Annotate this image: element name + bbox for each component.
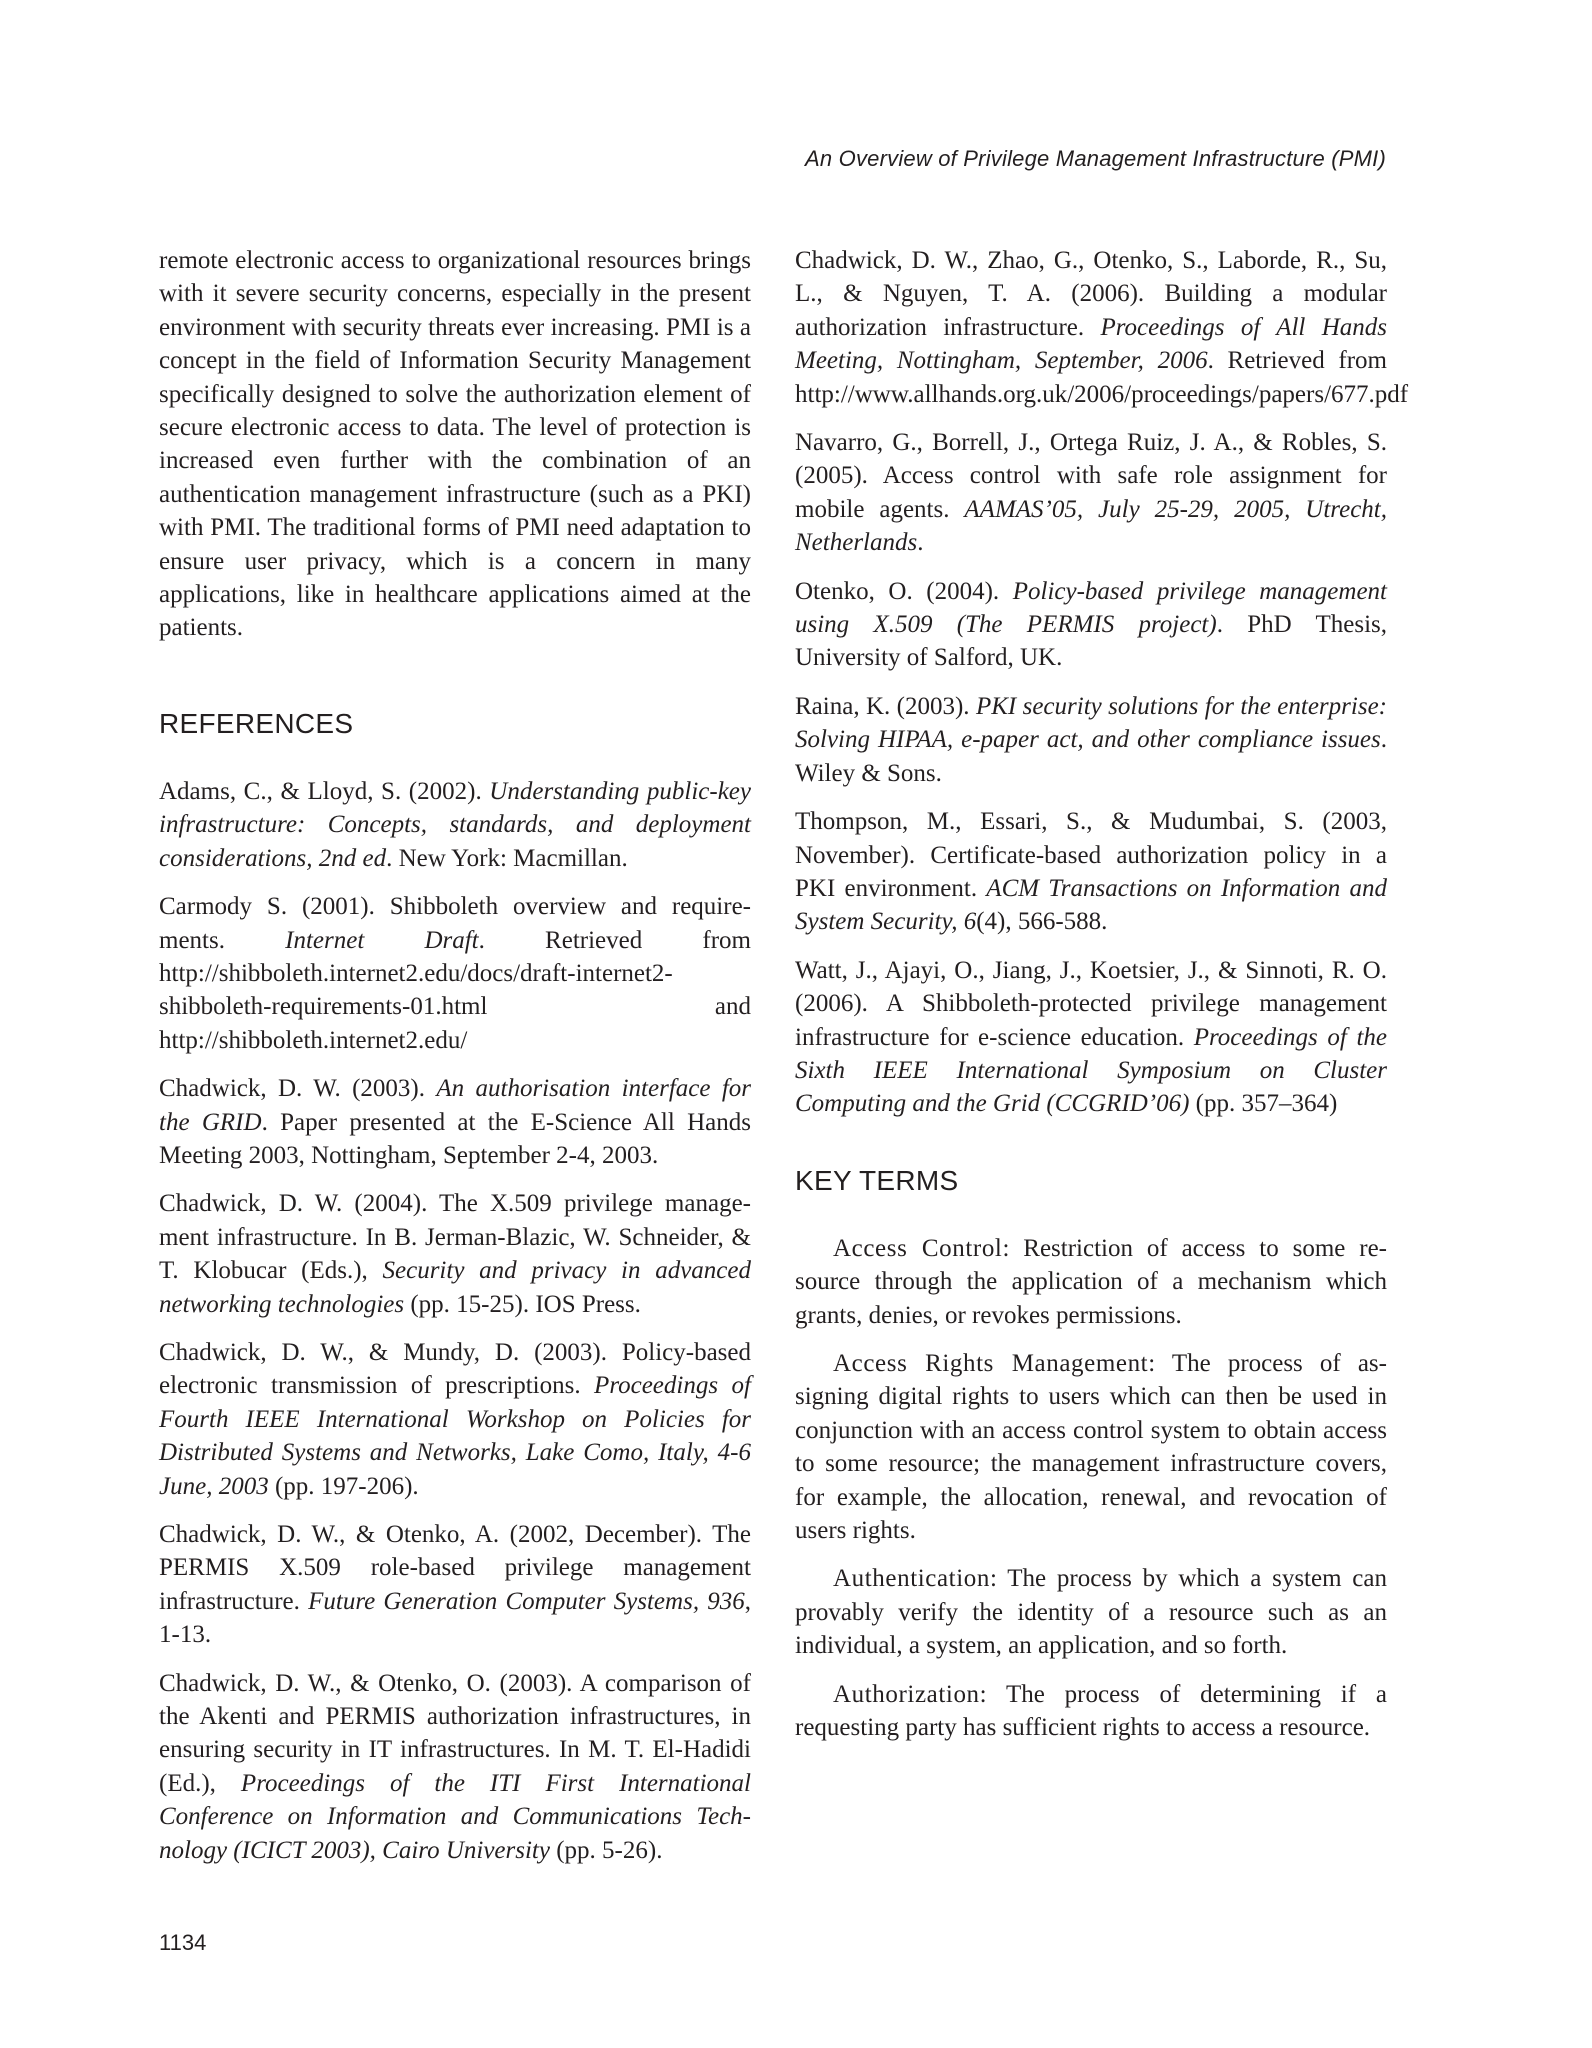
key-term-name: Authorization [833,1680,980,1708]
reference-text: Chadwick, D. W. (2004). The X.509 privilege management infrastructure. In B. Jerman-Blazic, W. Schneider, & T. Klobucar (Eds.), [159,1190,751,1285]
reference-text: Carmody S. (2001). Shibboleth overview and requirements. [159,893,751,954]
key-term-entry [795,1347,1387,1547]
reference-text: Thompson, M., Essari, S., & Mudumbai, S. (2003, November). Certificate-based authorization policy in a PKI environment. [795,808,1387,902]
key-term-definition: : The process by which a system can provably verify the identity of a resource such as an individual, a system, an application, and so forth. [795,1565,1387,1660]
key-term-entry [795,1562,1387,1662]
reference-entry [795,575,1387,675]
reference-title: Future Generation Computer Systems, 936 [308,1587,745,1615]
reference-entry [159,1072,751,1172]
reference-title: Proceedings of the Sixth IEEE International Symposium on Cluster Computing and the Grid (CCGRID’06) [795,1023,1387,1118]
reference-entry [159,1667,751,1867]
reference-title: PKI security solutions for the enterprise: Solving HIPAA, e-paper act, and other compliance issues [795,692,1387,754]
reference-text: Watt, J., Ajayi, O., Jiang, J., Koetsier, J., & Sinnoti, R. O. (2006). A Shibboleth-protected privilege management infrastructure for e-science education. [795,956,1387,1051]
reference-text: (pp. 357–364) [1189,1090,1338,1118]
reference-text: , 1-13. [159,1587,752,1649]
reference-text: (4), 566-588. [976,908,1108,936]
reference-title: Proceedings of All Hands Meeting, Nottingham, September, 2006 [795,313,1387,375]
reference-text: Chadwick, D. W., Zhao, G., Otenko, S., Laborde, R., Su, L., & Nguyen, T. A. (2006). Building a modular authorization infrastructure. [795,247,1387,341]
reference-entry [795,426,1387,560]
reference-title: Internet Draft [285,926,479,954]
reference-entry [159,1518,751,1652]
key-term-entry [795,1232,1387,1332]
references-heading: REFERENCES [159,707,354,739]
reference-entry [795,244,1409,411]
reference-title: Proceedings of the ITI First International Conference on Information and Communications Technology (ICICT 2003), Cairo University [159,1769,752,1864]
intro-paragraph: remote electronic access to organizational resources brings with it severe security concerns, especially in the present environment with security threats ever increasing. PMI is a concept in the field of Information Security Management specifically designed to solve the authorization element of secure electronic access to data. The level of protection is increased even further with the combination of an authentication management infrastructure (such as a PKI) with PMI. The traditional forms of PMI need adaptation to ensure user privacy, which is a concern in many applications, like in healthcare applications aimed at the patients. [159,247,751,642]
reference-text: Chadwick, D. W., & Otenko, A. (2002, December). The PERMIS X.509 role-based privilege management infrastructure. [159,1521,751,1615]
reference-entry [159,1187,751,1321]
reference-title: Understanding public-key infrastructure: Concepts, standards, and deployment considerations, 2nd ed [159,777,751,872]
reference-text: Otenko, O. (2004). [795,577,1013,605]
reference-text: Raina, K. (2003). [795,692,976,720]
reference-title: Policy-based privilege management using X.509 (The PERMIS project) [795,577,1387,639]
reference-text: . [917,529,924,557]
reference-text: Navarro, G., Borrell, J., Ortega Ruiz, J. A., & Robles, S. (2005). Access control with safe role assignment for mobile agents. [795,429,1387,523]
reference-title: ACM Transactions on Information and System Security, 6 [795,874,1388,936]
key-term-definition: : Restriction of access to some resource through the application of a mechanism which grants, denies, or revokes permissions. [795,1234,1387,1329]
reference-text: . New York: Macmillan. [386,844,628,872]
key-term-name: Access Control [833,1234,1003,1262]
reference-text: Chadwick, D. W., & Otenko, O. (2003). A comparison of the Akenti and PERMIS authorization infrastructures, in ensuring security in IT infrastructures. In M. T. El-Hadidi (Ed.), [159,1669,751,1797]
reference-text: (pp. 15-25). IOS Press. [404,1290,641,1318]
key-term-entry [795,1678,1387,1745]
reference-text: . Retrieved from http://www.allhands.org.uk/2006/proceedings/papers/677.pdf [795,347,1409,408]
reference-entry [795,690,1387,790]
left-column [159,244,751,1882]
reference-text: Chadwick, D. W. (2003). [159,1075,437,1103]
reference-text: (pp. 5-26). [549,1836,663,1864]
key-term-name: Access Rights Management [833,1349,1149,1377]
reference-text: Chadwick, D. W., & Mundy, D. (2003). Policy-based electronic transmission of prescriptions. [159,1338,751,1400]
reference-text: . Wiley & Sons. [795,726,1387,787]
reference-text: Adams, C., & Lloyd, S. (2002). [159,777,490,805]
key-term-definition: : The process of assigning digital rights to users which can then be used in conjunction with an access control system to obtain access to some resource; the management infrastructure covers, for example, the allocation, renewal, and revocation of users rights. [795,1349,1387,1544]
reference-text: . Retrieved from http://shibboleth.internet2.edu/docs/draft-internet2-shibboleth-requirements-01.html and http://shibboleth.internet2.edu/ [159,926,751,1054]
reference-title: An authorisation interface for the GRID [159,1075,752,1136]
page-number: 1134 [159,1930,207,1955]
reference-entry [795,805,1387,939]
reference-text: . Paper presented at the E-Science All Hands Meeting 2003, Nottingham, September 2-4, 2003. [159,1108,752,1169]
reference-title: Security and privacy in advanced networking technologies [159,1257,751,1318]
key-term-name: Authentication [833,1565,990,1593]
running-title: An Overview of Privilege Management Infrastructure (PMI) [805,146,1386,171]
key-term-definition: : The process of determining if a requesting party has sufficient rights to access a resource. [795,1680,1387,1742]
reference-title: Proceedings of Fourth IEEE International Workshop on Policies for Distributed Systems and Networks, Lake Como, Italy, 4-6 June, 2003 [159,1372,752,1500]
reference-title: AAMAS’05, July 25-29, 2005, Utrecht, Netherlands [795,495,1387,557]
key-terms-heading: KEY TERMS [795,1164,959,1196]
reference-entry [159,775,751,875]
reference-text: . PhD Thesis, University of Salford, UK. [795,611,1388,672]
right-column [795,244,1409,1759]
reference-entry [795,954,1387,1121]
reference-entry [159,1336,751,1503]
reference-text: (pp. 197-206). [268,1472,419,1500]
reference-entry [159,890,751,1057]
